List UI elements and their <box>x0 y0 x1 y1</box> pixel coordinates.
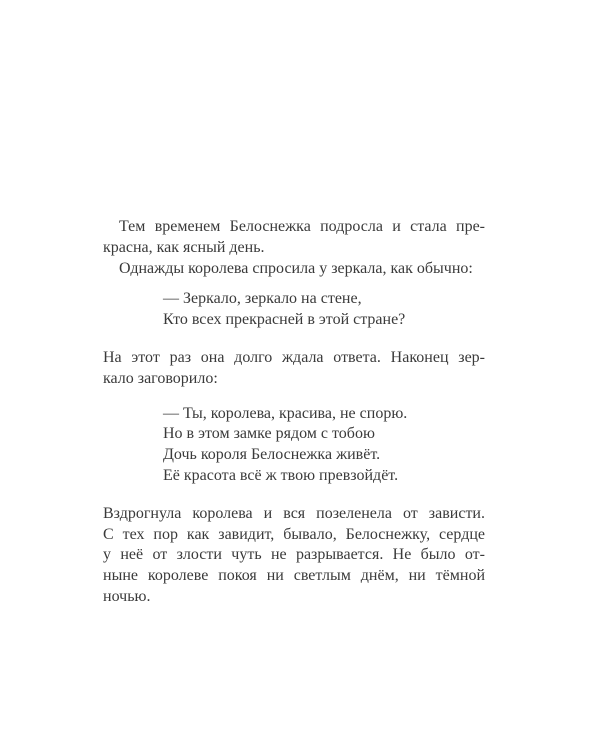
text-line: ночью. <box>103 587 151 605</box>
story-text <box>103 217 485 608</box>
verse-line: Дочь короля Белоснежка живёт. <box>163 446 381 464</box>
verse-line: — Зеркало, зеркало на стене, <box>163 290 362 308</box>
verse-line: Но в этом замке рядом с тобою <box>163 425 375 443</box>
paragraph-3 <box>103 348 485 390</box>
text-line: кало заговорило: <box>103 369 218 387</box>
verse-line: — Ты, королева, красива, не спорю. <box>163 404 408 422</box>
verse-line: Кто всех прекрасней в этой стране? <box>163 311 406 329</box>
paragraph-1 <box>103 217 485 259</box>
verse-line: Её красота всё ж твою превзойдёт. <box>163 466 399 484</box>
text-line: С тех пор как завидит, бывало, Белоснежку, сердце <box>103 525 485 543</box>
paragraph-4 <box>103 504 485 608</box>
text-line: Вздрогнула королева и вся позеленела от зависти. <box>103 504 485 522</box>
text-line: у неё от злости чуть не разрывается. Не было от- <box>103 546 485 564</box>
verse-mirror-question <box>103 289 485 331</box>
paragraph-2 <box>103 259 485 280</box>
text-line: На этот раз она долго ждала ответа. Наконец зер- <box>103 348 485 366</box>
text-line: красна, как ясный день. <box>103 238 265 256</box>
verse-mirror-answer <box>103 404 485 487</box>
text-line: Однажды королева спросила у зеркала, как обычно: <box>119 259 473 277</box>
text-line: ныне королеве покоя ни светлым днём, ни тёмной <box>103 567 485 585</box>
text-line: Тем временем Белоснежка подросла и стала пре- <box>119 218 485 235</box>
